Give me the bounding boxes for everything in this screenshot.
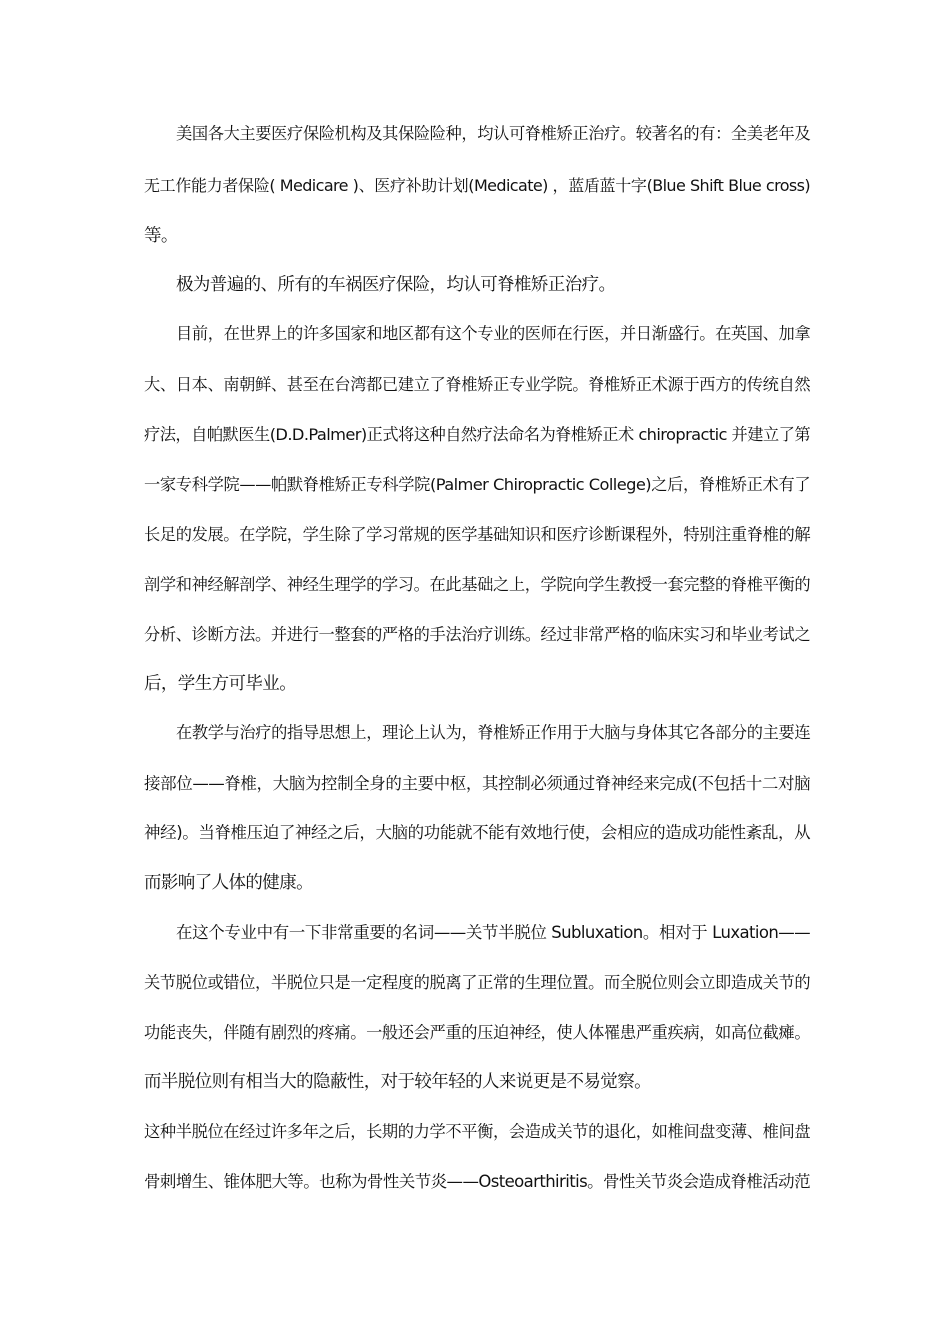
- paragraph-3-line-4: 一家专科学院——帕默脊椎矫正专科学院(Palmer Chiropractic College)之后，脊椎矫正术有了: [144, 475, 810, 494]
- paragraph-3-line-3: 疗法，自帕默医生(D.D.Palmer)正式将这种自然疗法命名为脊椎矫正术 chiropractic 并建立了第: [144, 425, 810, 444]
- paragraph-3-line-6: 剖学和神经解剖学、神经生理学的学习。在此基础之上，学院向学生教授一套完整的脊椎平衡的: [144, 575, 810, 594]
- paragraph-3-line-2: 大、日本、南朝鲜、甚至在台湾都已建立了脊椎矫正专业学院。脊椎矫正术源于西方的传统自然: [144, 375, 810, 394]
- paragraph-4-line-1: 在教学与治疗的指导思想上，理论上认为，脊椎矫正作用于大脑与身体其它各部分的主要连: [176, 723, 810, 742]
- paragraph-1-line-1: 美国各大主要医疗保险机构及其保险险种，均认可脊椎矫正治疗。较著名的有：全美老年及: [176, 124, 810, 143]
- paragraph-5-line-2: 关节脱位或错位，半脱位只是一定程度的脱离了正常的生理位置。而全脱位则会立即造成关节的: [144, 973, 810, 992]
- paragraph-6-line-1: 这种半脱位在经过许多年之后，长期的力学不平衡，会造成关节的退化，如椎间盘变薄、椎间盘: [144, 1122, 810, 1141]
- paragraph-5-line-3: 功能丧失，伴随有剧烈的疼痛。一般还会严重的压迫神经，使人体罹患严重疾病，如高位截瘫。: [144, 1023, 810, 1042]
- paragraph-3-line-5: 长足的发展。在学院，学生除了学习常规的医学基础知识和医疗诊断课程外，特别注重脊椎的解: [144, 525, 810, 544]
- paragraph-6-line-2: 骨刺增生、锥体肥大等。也称为骨性关节炎——Osteoarthiritis。骨性关节炎会造成脊椎活动范: [144, 1172, 810, 1191]
- paragraph-2-line-1: 极为普遍的、所有的车祸医疗保险，均认可脊椎矫正治疗。: [176, 275, 616, 295]
- paragraph-3-line-8: 后，学生方可毕业。: [144, 674, 297, 694]
- paragraph-1-line-3: 等。: [144, 226, 178, 246]
- paragraph-3-line-1: 目前，在世界上的许多国家和地区都有这个专业的医师在行医，并日渐盛行。在英国、加拿: [176, 324, 810, 343]
- paragraph-4-line-2: 接部位——脊椎，大脑为控制全身的主要中枢，其控制必须通过脊神经来完成(不包括十二对脑: [144, 774, 810, 793]
- paragraph-3-line-7: 分析、诊断方法。并进行一整套的严格的手法治疗训练。经过非常严格的临床实习和毕业考试之: [144, 625, 810, 644]
- paragraph-4-line-3: 神经)。当脊椎压迫了神经之后，大脑的功能就不能有效地行使，会相应的造成功能性紊乱，从: [144, 823, 810, 842]
- paragraph-1-line-2: 无工作能力者保险( Medicare )、医疗补助计划(Medicate) ，蓝盾蓝十字(Blue Shift Blue cross): [144, 176, 810, 195]
- paragraph-4-line-4: 而影响了人体的健康。: [144, 873, 313, 893]
- paragraph-5-line-1: 在这个专业中有一下非常重要的名词——关节半脱位 Subluxation。相对于 Luxation——: [176, 923, 810, 942]
- paragraph-5-line-4: 而半脱位则有相当大的隐蔽性，对于较年轻的人来说更是不易觉察。: [144, 1072, 651, 1092]
